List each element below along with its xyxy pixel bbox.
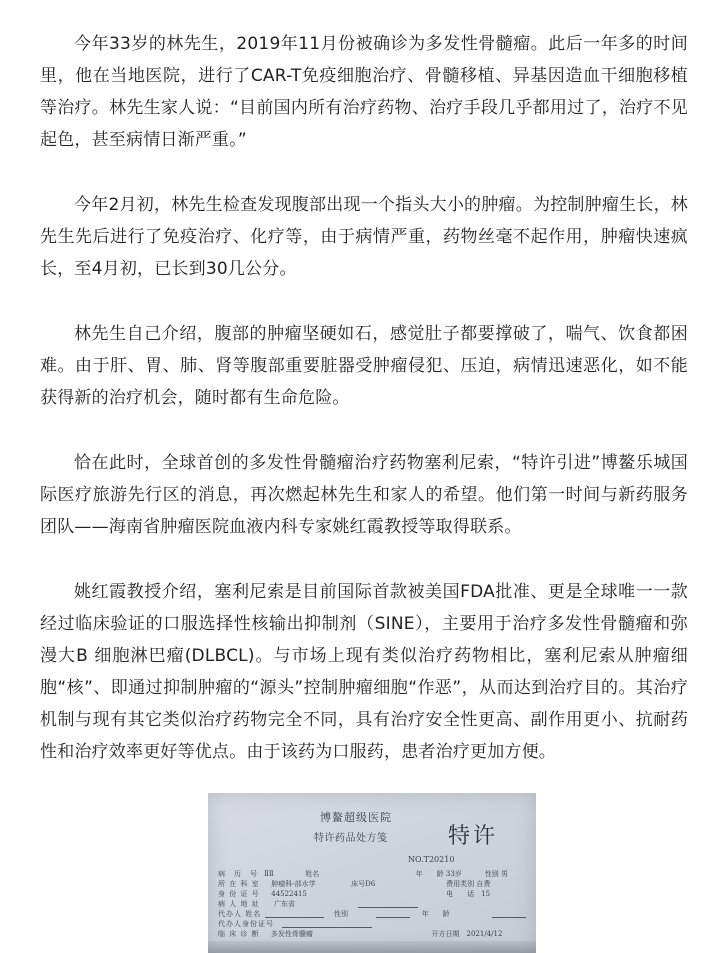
blank-line [376,909,410,918]
blank-line [358,899,418,908]
prescription-special-mark: 特许 [448,824,499,849]
prescription-row: 所 在 科 室 肿瘤科-部水学 床号D6 费用类别 自费 [218,880,491,888]
prescription-hospital: 博鳌超级医院 [320,811,392,824]
prescription-form-title: 特许药品处方笺 [314,833,388,844]
article-body [40,28,688,801]
prescription-fields [218,869,526,939]
prescription-row: 临 床 诊 断 多发性骨髓瘤 开方日期 2021/4/12 [218,930,503,938]
prescription-photo [208,793,536,953]
prescription-row: 身 份 证 号 44522415 电 话 15 [218,890,491,898]
paragraph-2: 今年2月初，林先生检查发现腹部出现一个指头大小的肿瘤。为控制肿瘤生长，林先生先后进行了免疫治疗、化疗等，由于病情严重，药物丝毫不起作用，肿瘤快速疯长，至4月初，已长到30几公分。 [40,195,688,279]
blank-line [282,919,372,928]
paragraph-3: 林先生自己介绍，腹部的肿瘤坚硬如石，感觉肚子都要撑破了，喘气、饮食都困难。由于肝、胃、肺、肾等腹部重要脏器受肿瘤侵犯、压迫，病情迅速恶化，如不能获得新的治疗机会，随时都有生命危险。 [40,324,688,408]
paragraph-5: 姚红霞教授介绍，塞利尼索是目前国际首款被美国FDA批准、更是全球唯一一款经过临床验证的口服选择性核输出抑制剂（SINE），主要用于治疗多发性骨髓瘤和弥漫大B 细胞淋巴瘤(DLBCL)。与市场上现有类似治疗药物相比，塞利尼索从肿瘤细胞“核”、即通过抑制肿瘤的“源头”控制肿瘤细胞“作恶”，从而达到治疗目的。其治疗机制与现有其它类似治疗药物完全不同，具有治疗安全性更高、副作用更小、抗耐药性和治疗效率更好等优点。由于该药为口服药，患者治疗更加方便。 [40,582,688,762]
photo-bottom-edge [208,941,536,953]
prescription-row: 代办人 姓名 性别 年 龄 [218,909,526,919]
paragraph-1: 今年33岁的林先生，2019年11月份被确诊为多发性骨髓瘤。此后一年多的时间里，他在当地医院，进行了CAR-T免疫细胞治疗、骨髓移植、异基因造血干细胞移植等治疗。林先生家人说：“目前国内所有治疗药物、治疗手段几乎都用过了，治疗不见起色，甚至病情日渐严重。” [40,34,688,150]
paragraph-4: 恰在此时，全球首创的多发性骨髓瘤治疗药物塞利尼索，“特许引进”博鳌乐城国际医疗旅游先行区的消息，再次燃起林先生和家人的希望。他们第一时间与新药服务团队——海南省肿瘤医院血液内科专家姚红霞教授等取得联系。 [40,453,688,537]
blank-line [492,909,526,918]
prescription-row: 病 人 地 址 广东省 [218,899,526,909]
prescription-serial: NO.T20210 [408,855,455,864]
prescription-row: 代办人身份证号 [218,919,526,929]
blank-line [265,909,324,918]
prescription-row: 病 历 号 ⅡⅡ 姓名 年 龄 33岁 性别 男 [218,870,509,878]
